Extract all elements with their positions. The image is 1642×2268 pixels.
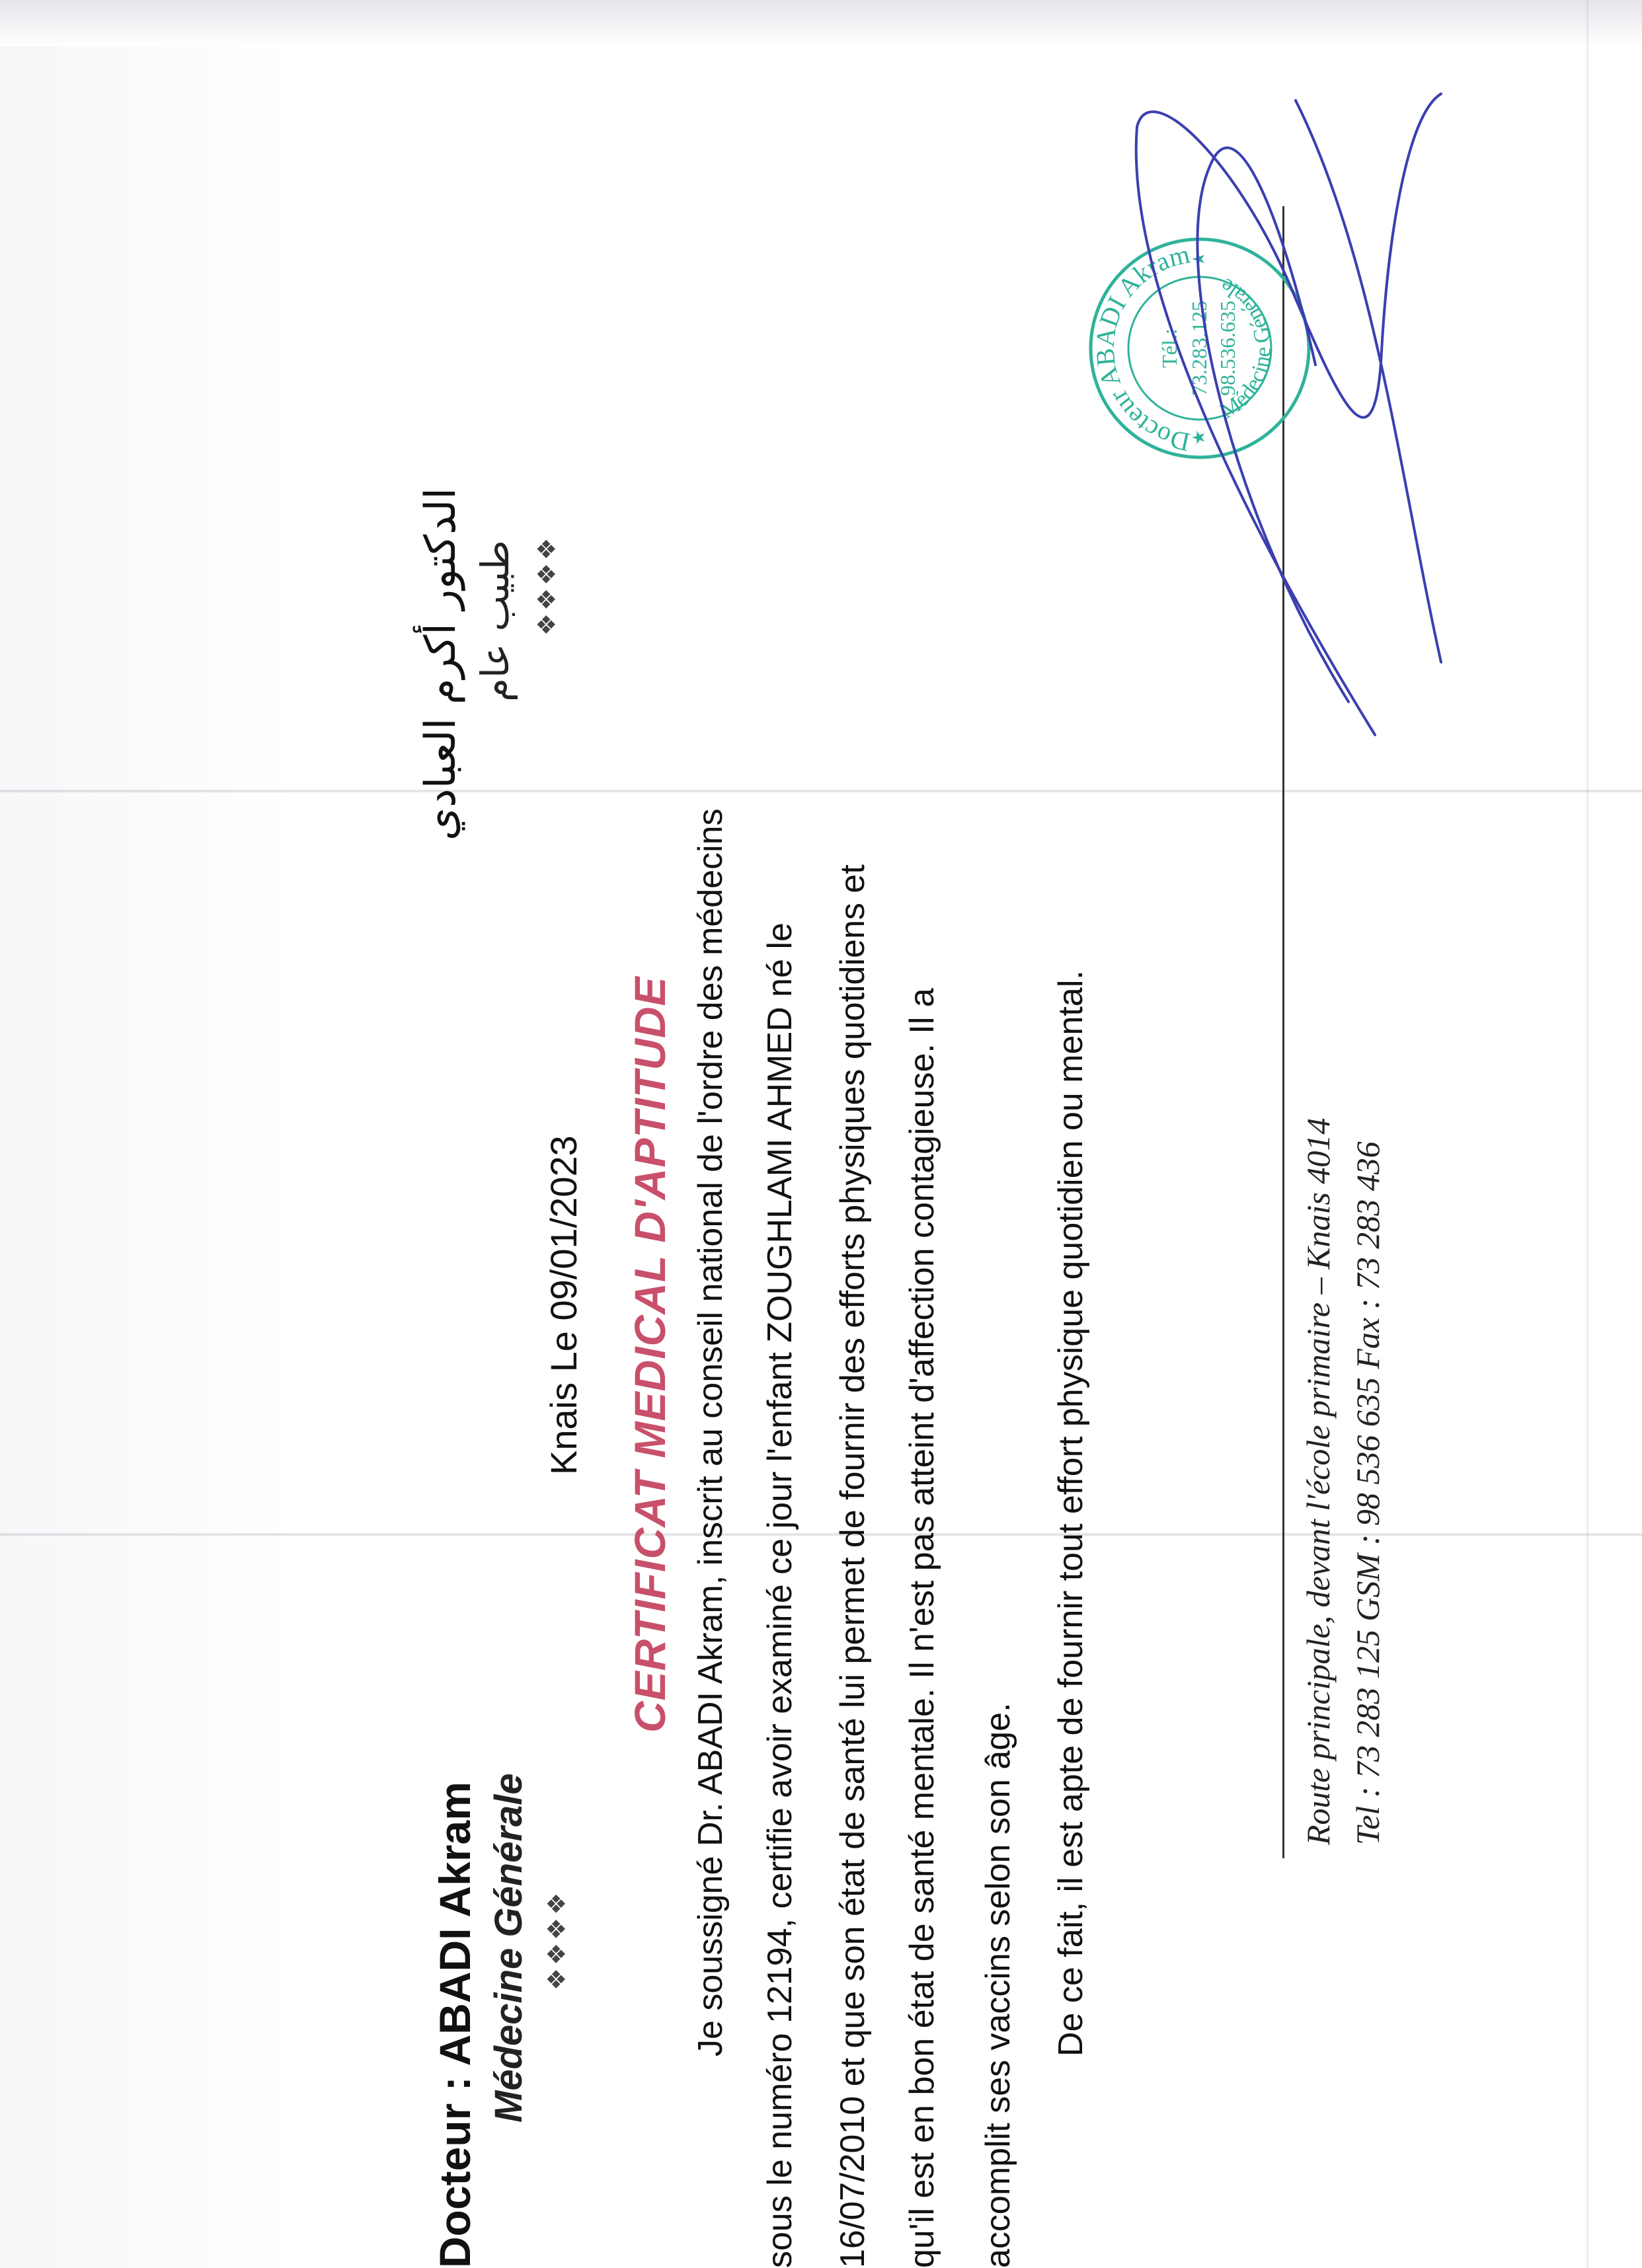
certificate-content — [410, 0, 1642, 2268]
date-line: Knais Le 09/01/2023 — [543, 1135, 584, 1475]
arabic-specialty: طبيب عام — [473, 540, 518, 702]
body-line: Je soussigné Dr. ABADI Akram, inscrit au conseil national de l'ordre des médecins — [691, 808, 730, 2057]
doctor-specialty: Médecine Générale — [487, 1773, 530, 2123]
stamp-specialty: Médecine Générale — [1216, 273, 1276, 424]
signature-tail — [1296, 100, 1441, 662]
body-line: accomplit ses vaccins selon son âge. — [979, 1702, 1017, 2268]
body-line: qu'il est en bon état de santé mentale. Il n'est pas atteint d'affection contagieuse. Il a — [903, 988, 941, 2268]
body-line: 16/07/2010 et que son état de santé lui permet de fournir des efforts physiques quotidiens et — [834, 864, 872, 2268]
stamp-ring-text: Docteur ABADI Akram — [1089, 239, 1192, 458]
stamp-star-right: ★ — [1189, 251, 1208, 267]
doctor-name: Docteur : ABADI Akram — [430, 1782, 479, 2268]
stamp-tel-2: 98.536.635 — [1216, 301, 1239, 396]
certificate-title: CERTIFICAT MEDICAL D'APTITUDE — [625, 976, 674, 1733]
footer-contacts: Tel : 73 283 125 GSM : 98 536 635 Fax : 73 283 436 — [1349, 1141, 1386, 1845]
body-line: De ce fait, il est apte de fournir tout effort physique quotidien ou mental. — [1052, 970, 1090, 2057]
footer-address: Route principale, devant l'école primaire – Knais 4014 — [1300, 1117, 1337, 1845]
arabic-ornament: ❖❖❖❖ — [533, 535, 561, 636]
stamp-tel-label: Tél.: — [1157, 328, 1181, 368]
signature-loop — [1136, 94, 1441, 735]
body-line: sous le numéro 12194, certifie avoir examiné ce jour l'enfant ZOUGHLAMI AHMED né le — [761, 923, 799, 2268]
arabic-doctor-name: الدكتور أكرم العبادي — [416, 487, 465, 841]
stamp-tel-1: 73.283.125 — [1187, 301, 1211, 396]
stamp-star-left: ★ — [1189, 430, 1208, 445]
header-ornament: ❖❖❖❖ — [543, 1889, 571, 1990]
signature-stroke — [1197, 148, 1349, 702]
handwritten-signature — [1097, 74, 1467, 761]
